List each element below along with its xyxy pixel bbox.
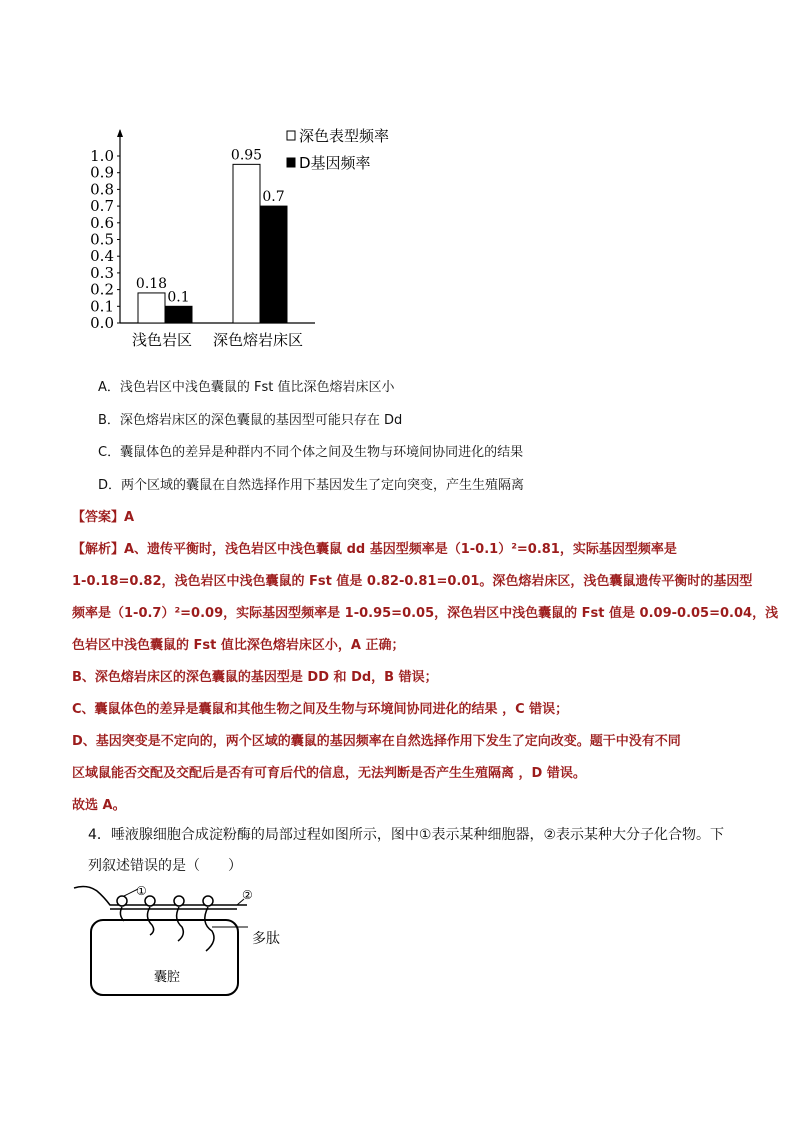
peptide-chain xyxy=(177,907,184,941)
label-peptide: 多肽 xyxy=(252,931,280,947)
option-b: B．深色熔岩床区的深色囊鼠的基因型可能只存在 Dd xyxy=(98,413,403,428)
option-d: D．两个区域的囊鼠在自然选择作用下基因发生了定向突变，产生生殖隔离 xyxy=(98,478,525,493)
question-4-text: 4．唾液腺细胞合成淀粉酶的局部过程如图所示，图中①表示某种细胞器，②表示某种大分子化合物。下 xyxy=(88,827,725,843)
legend-label: 深色表型频率 xyxy=(299,127,390,145)
bar-chart xyxy=(80,120,420,360)
label-2: ② xyxy=(242,888,253,902)
data-label: 0.18 xyxy=(135,275,168,292)
legend-swatch xyxy=(287,131,295,140)
analysis-line: 【解析】A、遗传平衡时，浅色岩区中浅色囊鼠 dd 基因型频率是（1-0.1）²=0.81，实际基因型频率是 xyxy=(72,542,677,557)
ribosome-icon xyxy=(117,896,127,906)
ribosome-icon xyxy=(203,896,213,906)
bar xyxy=(138,293,165,323)
label-lumen: 囊腔 xyxy=(154,970,181,985)
legend xyxy=(287,127,389,172)
option-a: A．浅色岩区中浅色囊鼠的 Fst 值比深色熔岩床区小 xyxy=(98,380,395,395)
x-category-label: 浅色岩区 xyxy=(131,331,193,349)
analysis-line: 故选 A。 xyxy=(72,798,126,813)
analysis-line: 频率是（1-0.7）²=0.09，实际基因型频率是 1-0.95=0.05，深色岩区中浅色囊鼠的 Fst 值是 0.09-0.05=0.04，浅 xyxy=(72,606,779,621)
label-1: ① xyxy=(136,885,147,898)
analysis-line: 色岩区中浅色囊鼠的 Fst 值比深色熔岩床区小，A 正确； xyxy=(72,638,405,653)
strand xyxy=(74,887,247,905)
option-c: C．囊鼠体色的差异是种群内不同个体之间及生物与环境间协同进化的结果 xyxy=(98,445,524,460)
peptide-chain xyxy=(205,907,214,951)
bar xyxy=(165,306,192,323)
y-tick-label: 0.0 xyxy=(90,314,114,332)
bar xyxy=(233,164,260,323)
data-label: 0.7 xyxy=(262,189,285,206)
question-4-text-cont: 列叙述错误的是（ ） xyxy=(88,858,242,874)
analysis-line: C、囊鼠体色的差异是囊鼠和其他生物之间及生物与环境间协同进化的结果 ，C 错误； xyxy=(72,702,569,717)
y-tick-label: 0.4 xyxy=(90,247,114,266)
y-tick-label: 0.9 xyxy=(90,163,114,182)
analysis-line: 1-0.18=0.82，浅色岩区中浅色囊鼠的 Fst 值是 0.82-0.81=0.01。深色熔岩床区，浅色囊鼠遗传平衡时的基因型 xyxy=(72,574,753,589)
ribosome-icon xyxy=(174,896,184,906)
y-tick-label: 0.6 xyxy=(90,213,114,232)
er-ribosome-diagram xyxy=(72,885,302,1000)
data-label: 0.1 xyxy=(167,289,190,306)
analysis-line: 区域鼠能否交配及交配后是否有可育后代的信息，无法判断是否产生生殖隔离 ，D 错误。 xyxy=(72,766,586,781)
y-tick-label: 1.0 xyxy=(90,147,114,165)
x-category-labels xyxy=(132,331,303,349)
analysis-line: D、基因突变是不定向的，两个区域的囊鼠的基因频率在自然选择作用下发生了定向改变。题干中没有不同 xyxy=(72,734,681,749)
y-tick-label: 0.3 xyxy=(90,263,114,282)
answer-label: 【答案】A xyxy=(72,510,135,525)
y-axis-arrow xyxy=(117,129,123,137)
x-category-label: 深色熔岩床区 xyxy=(212,331,304,349)
y-tick-label: 0.7 xyxy=(90,197,114,216)
analysis-line: B、深色熔岩床区的深色囊鼠的基因型是 DD 和 Dd，B 错误； xyxy=(72,670,438,685)
y-tick-label: 0.1 xyxy=(90,297,114,316)
bar xyxy=(260,206,287,323)
y-tick-label: 0.8 xyxy=(90,180,114,199)
y-tick-label: 0.2 xyxy=(90,280,114,299)
legend-swatch xyxy=(287,158,295,167)
legend-label: D基因频率 xyxy=(299,154,371,172)
data-label: 0.95 xyxy=(230,147,263,164)
y-tick-label: 0.5 xyxy=(90,230,114,249)
